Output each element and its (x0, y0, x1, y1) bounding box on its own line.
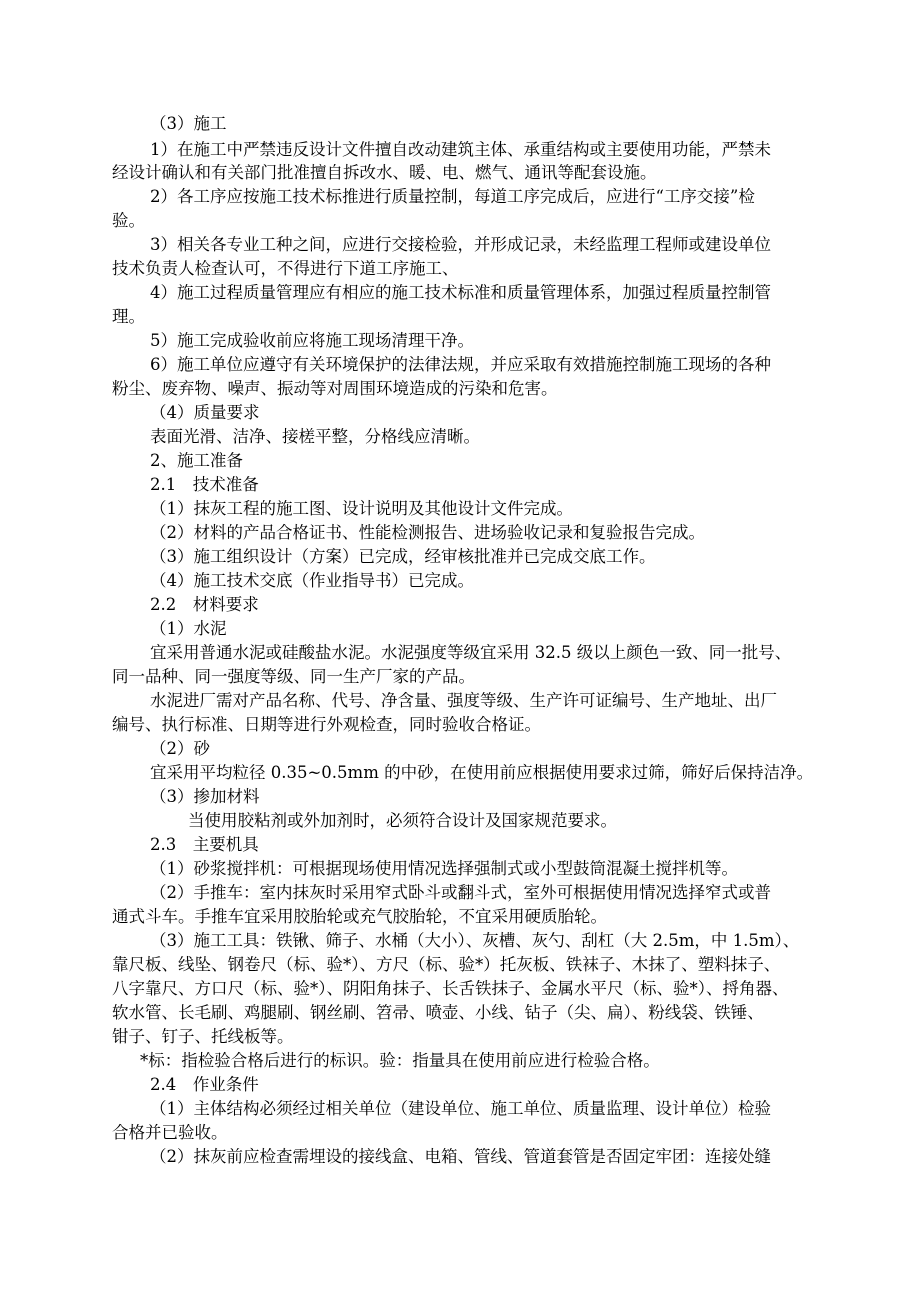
paragraph-line: 4）施工过程质量管理应有相应的施工技术标准和质量管理体系，加强过程质量控制管 (150, 283, 771, 302)
heading-material-requirements: 2.2 材料要求 (150, 595, 259, 614)
paragraph-line: 理。 (112, 307, 145, 326)
heading-admixtures: （3）掺加材料 (150, 787, 260, 806)
paragraph-line: 1）在施工中严禁违反设计文件擅自改动建筑主体、承重结构或主要使用功能，严禁未 (150, 140, 771, 159)
heading-construction-preparation: 2、施工准备 (150, 451, 243, 470)
list-item: （1）抹灰工程的施工图、设计说明及其他设计文件完成。 (150, 499, 573, 518)
paragraph-line: 同一品种、同一强度等级、同一生产厂家的产品。 (112, 667, 475, 686)
footnote: *标：指检验合格后进行的标识。验：指量具在使用前应进行检验合格。 (140, 1051, 660, 1070)
heading-technical-preparation: 2.1 技术准备 (150, 475, 259, 494)
heading-main-tools: 2.3 主要机具 (150, 835, 259, 854)
list-item: （1）主体结构必须经过相关单位（建设单位、施工单位、质量监理、设计单位）检验 (150, 1099, 771, 1118)
list-item: （4）施工技术交底（作业指导书）已完成。 (150, 571, 474, 590)
paragraph-line: 当使用胶粘剂或外加剂时，必须符合设计及国家规范要求。 (188, 811, 617, 830)
heading-quality-requirements: （4）质量要求 (150, 403, 260, 422)
paragraph-line: 水泥进厂需对产品名称、代号、净含量、强度等级、生产许可证编号、生产地址、出厂 (150, 691, 777, 710)
paragraph-line: 编号、执行标准、日期等进行外观检查，同时验收合格证。 (112, 715, 541, 734)
heading-sand: （2）砂 (150, 739, 210, 758)
heading-construction: （3）施工 (150, 114, 227, 133)
paragraph-line: 5）施工完成验收前应将施工现场清理干净。 (150, 331, 474, 350)
list-item: （2）材料的产品合格证书、性能检测报告、进场验收记录和复验报告完成。 (150, 523, 705, 542)
paragraph-line: 八字靠尺、方口尺（标、验*）、阴阳角抹子、长舌铁抹子、金属水平尺（标、验*）、捋角器、 (112, 979, 789, 998)
list-item: （3）施工组织设计（方案）已完成，经审核批准并已完成交底工作。 (150, 547, 656, 566)
list-item: （3）施工工具：铁锹、筛子、水桶（大小）、灰槽、灰勺、刮杠（大 2.5m，中 1.5m）、 (150, 931, 800, 950)
paragraph-line: 宜采用普通水泥或硅酸盐水泥。水泥强度等级宜采用 32.5 级以上颜色一致、同一批号、 (150, 643, 792, 662)
paragraph-line: 合格并已验收。 (112, 1123, 228, 1142)
paragraph-line: 通式斗车。手推车宜采用胶胎轮或充气胶胎轮，不宜采用硬质胎轮。 (112, 907, 607, 926)
paragraph-line: 经设计确认和有关部门批准擅自拆改水、暖、电、燃气、通讯等配套设施。 (112, 163, 657, 182)
paragraph-line: 粉尘、废弃物、噪声、振动等对周围环境造成的污染和危害。 (112, 379, 558, 398)
paragraph-line: 验。 (112, 211, 145, 230)
paragraph-line: 3）相关各专业工种之间，应进行交接检验，并形成记录，未经监理工程师或建设单位 (150, 235, 771, 254)
paragraph-line: 6）施工单位应遵守有关环境保护的法律法规，并应采取有效措施控制施工现场的各种 (150, 355, 771, 374)
paragraph-line: 软水管、长毛刷、鸡腿刷、钢丝刷、笤帚、喷壶、小线、钻子（尖、扁）、粉线袋、铁锤、 (112, 1003, 764, 1022)
list-item: （1）砂浆搅拌机：可根据现场使用情况选择强制式或小型鼓筒混凝土搅拌机等。 (150, 859, 738, 878)
heading-cement: （1）水泥 (150, 619, 227, 638)
paragraph-line: 宜采用平均粒径 0.35~0.5mm 的中砂，在使用前应根据使用要求过筛，筛好后保持洁净。 (150, 763, 814, 782)
paragraph-line: 钳子、钉子、托线板等。 (112, 1027, 294, 1046)
heading-working-conditions: 2.4 作业条件 (150, 1075, 259, 1094)
list-item: （2）抹灰前应检查需埋设的接线盒、电箱、管线、管道套管是否固定牢团：连接处缝 (150, 1147, 771, 1166)
paragraph-line: 技术负责人检查认可，不得进行下道工序施工、 (112, 259, 459, 278)
list-item: （2）手推车：室内抹灰时采用窄式卧斗或翻斗式，室外可根据使用情况选择窄式或普 (150, 883, 771, 902)
paragraph-line: 2）各工序应按施工技术标推进行质量控制，每道工序完成后，应进行“工序交接”检 (150, 187, 755, 206)
paragraph-line: 靠尺板、线坠、钢卷尺（标、验*）、方尺（标、验*）托灰板、铁袜子、木抹了、塑料抹子、 (112, 955, 781, 974)
paragraph-line: 表面光滑、洁净、接槎平整，分格线应清晰。 (150, 427, 480, 446)
